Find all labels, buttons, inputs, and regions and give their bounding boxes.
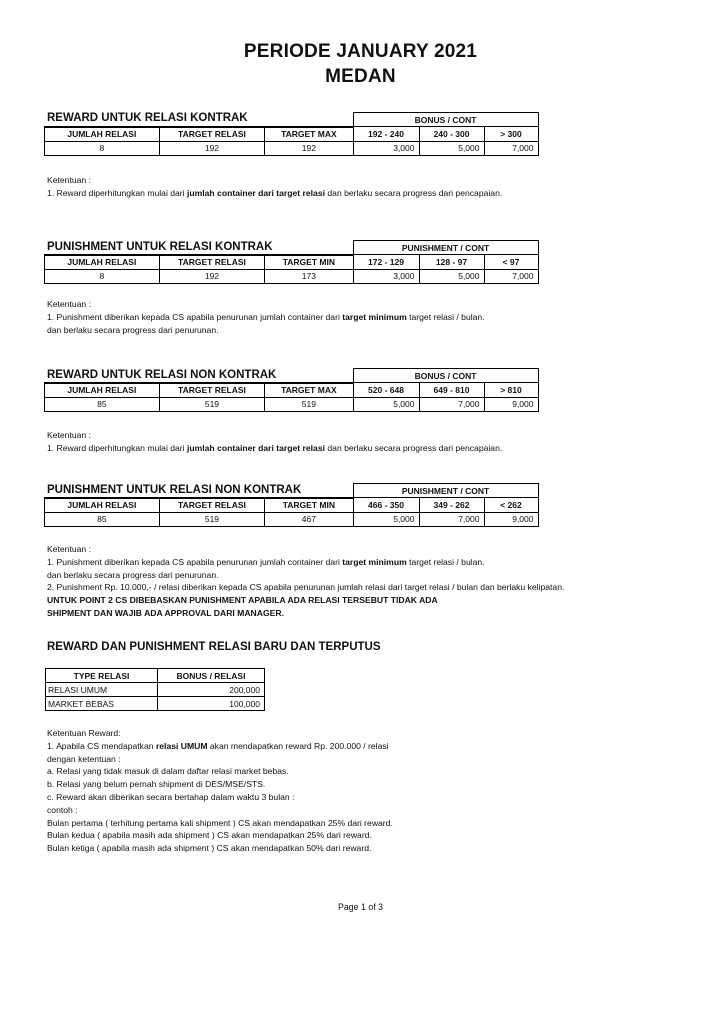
table-cell: MARKET BEBAS	[46, 697, 158, 711]
table-cell: 192	[159, 141, 265, 155]
table-header-cell: JUMLAH RELASI	[45, 498, 160, 513]
table-cell: 7,000	[484, 269, 538, 283]
note-line: dengan ketentuan :	[47, 753, 121, 764]
table-header-cell: JUMLAH RELASI	[45, 383, 160, 398]
table-cell: 7,000	[419, 512, 484, 526]
note-line: contoh :	[47, 804, 78, 815]
section-title-punishment-kontrak: PUNISHMENT UNTUK RELASI KONTRAK	[47, 241, 273, 253]
note-line: 1. Punishment diberikan kepada CS apabila penurunan jumlah container dari target minimum target relasi / bulan.	[47, 311, 485, 322]
section-title-punishment-non-kontrak: PUNISHMENT UNTUK RELASI NON KONTRAK	[47, 484, 302, 496]
table-cell: 9,000	[484, 512, 538, 526]
table-header-cell: 349 - 262	[419, 498, 484, 513]
table-cell: 3,000	[353, 269, 419, 283]
ketentuan-label: Ketentuan :	[47, 544, 91, 554]
table-header-cell: TARGET MIN	[265, 498, 353, 513]
table-cell: 5,000	[419, 269, 484, 283]
table-header-cell: JUMLAH RELASI	[45, 255, 160, 270]
section-title-reward-non-kontrak: REWARD UNTUK RELASI NON KONTRAK	[47, 369, 277, 381]
table-cell: 85	[45, 512, 160, 526]
table-reward-non-kontrak	[44, 368, 539, 412]
table-header-cell: 192 - 240	[353, 127, 419, 142]
table-header-cell: TARGET RELASI	[159, 383, 265, 398]
section-title-reward-kontrak: REWARD UNTUK RELASI KONTRAK	[47, 112, 248, 124]
table-cell: 85	[45, 397, 160, 411]
page-number: Page 1 of 3	[338, 902, 383, 912]
table-cell: 519	[159, 397, 265, 411]
table-cell: 8	[45, 141, 160, 155]
note-line: 1. Reward diperhitungkan mulai dari jumlah container dari target relasi dan berlaku secara progress dari pencapaian.	[47, 187, 503, 198]
notes-punishment-non-kontrak	[47, 543, 687, 620]
table-header-cell: TYPE RELASI	[46, 669, 158, 683]
notes-relasi-baru	[47, 727, 687, 855]
note-line: c. Reward akan diberikan secara bertahap dalam waktu 3 bulan :	[47, 791, 295, 802]
table-header-cell: 520 - 648	[353, 383, 419, 398]
table-header-cell: TARGET RELASI	[159, 127, 265, 142]
table-header-cell: TARGET MAX	[265, 127, 353, 142]
table-header-cell: < 262	[484, 498, 538, 513]
note-line: dan berlaku secara progress dari penurunan.	[47, 324, 219, 335]
table-header-cell: TARGET MIN	[265, 255, 353, 270]
table-reward-kontrak	[44, 112, 539, 156]
table-header-cell: 466 - 350	[353, 498, 419, 513]
table-cell: 3,000	[353, 141, 419, 155]
table-cell: 467	[265, 512, 353, 526]
table-bonus-relasi	[45, 668, 265, 711]
table-cell: 519	[159, 512, 265, 526]
table-header-cell: < 97	[484, 255, 538, 270]
page-subtitle-city: MEDAN	[325, 66, 396, 87]
table-cell: 5,000	[353, 512, 419, 526]
ketentuan-label: Ketentuan :	[47, 430, 91, 440]
notes-reward-kontrak	[47, 174, 687, 200]
note-line: Bulan kedua ( apabila masih ada shipment ) CS akan mendapatkan 25% dari reward.	[47, 830, 372, 841]
ketentuan-label: Ketentuan :	[47, 175, 91, 185]
table-cell: 5,000	[419, 141, 484, 155]
ketentuan-label: Ketentuan Reward:	[47, 728, 121, 738]
note-line: 1. Punishment diberikan kepada CS apabila penurunan jumlah container dari target minimum target relasi / bulan.	[47, 556, 485, 567]
table-cell: 200,000	[158, 683, 265, 697]
table-cell: RELASI UMUM	[46, 683, 158, 697]
table-cell: 8	[45, 269, 160, 283]
note-line: SHIPMENT DAN WAJIB ADA APPROVAL DARI MANAGER.	[47, 607, 284, 618]
table-cell: 173	[265, 269, 353, 283]
table-header-cell: TARGET RELASI	[159, 255, 265, 270]
table-cell: 519	[265, 397, 353, 411]
table-header-cell: > 810	[484, 383, 538, 398]
table-cell: 100,000	[158, 697, 265, 711]
note-line: Bulan pertama ( terhitung pertama kali shipment ) CS akan mendapatkan 25% dari reward.	[47, 817, 393, 828]
note-line: 1. Reward diperhitungkan mulai dari jumlah container dari target relasi dan berlaku secara progress dari pencapaian.	[47, 442, 503, 453]
notes-reward-non-kontrak	[47, 429, 687, 455]
group-header: PUNISHMENT / CONT	[353, 241, 538, 255]
note-line: dan berlaku secara progress dari penurunan.	[47, 569, 219, 580]
ketentuan-label: Ketentuan :	[47, 299, 91, 309]
table-header-cell: 172 - 129	[353, 255, 419, 270]
table-cell: 5,000	[353, 397, 419, 411]
table-cell: 192	[159, 269, 265, 283]
table-header-cell: > 300	[484, 127, 538, 142]
note-line: 2. Punishment Rp. 10.000,- / relasi diberikan kepada CS apabila penurunan jumlah relasi dari target relasi / bulan dan berlaku kelipatan.	[47, 582, 565, 593]
table-header-cell: 128 - 97	[419, 255, 484, 270]
table-header-cell: BONUS / RELASI	[158, 669, 265, 683]
group-header: BONUS / CONT	[353, 369, 538, 383]
note-line: 1. Apabila CS mendapatkan relasi UMUM akan mendapatkan reward Rp. 200.000 / relasi	[47, 740, 389, 751]
note-line: UNTUK POINT 2 CS DIBEBASKAN PUNISHMENT APABILA ADA RELASI TERSEBUT TIDAK ADA	[47, 595, 438, 606]
notes-punishment-kontrak	[47, 298, 687, 336]
group-header: PUNISHMENT / CONT	[353, 484, 538, 498]
table-header-cell: 649 - 810	[419, 383, 484, 398]
table-header-cell: TARGET MAX	[265, 383, 353, 398]
note-line: Bulan ketiga ( apabila masih ada shipment ) CS akan mendapatkan 50% dari reward.	[47, 843, 372, 854]
table-punishment-kontrak	[44, 240, 539, 284]
page-title: PERIODE JANUARY 2021	[243, 41, 478, 62]
table-header-cell: 240 - 300	[419, 127, 484, 142]
table-cell: 192	[265, 141, 353, 155]
table-cell: 9,000	[484, 397, 538, 411]
table-cell: 7,000	[484, 141, 538, 155]
group-header: BONUS / CONT	[353, 113, 538, 127]
table-header-cell: TARGET RELASI	[159, 498, 265, 513]
table-cell: 7,000	[419, 397, 484, 411]
note-line: b. Relasi yang belum pernah shipment di DES/MSE/STS.	[47, 779, 266, 790]
table-punishment-non-kontrak	[44, 483, 539, 527]
section-title-relasi-baru: REWARD DAN PUNISHMENT RELASI BARU DAN TERPUTUS	[47, 641, 381, 653]
note-line: a. Relasi yang tidak masuk di dalam daftar relasi market bebas.	[47, 766, 289, 777]
table-header-cell: JUMLAH RELASI	[45, 127, 160, 142]
